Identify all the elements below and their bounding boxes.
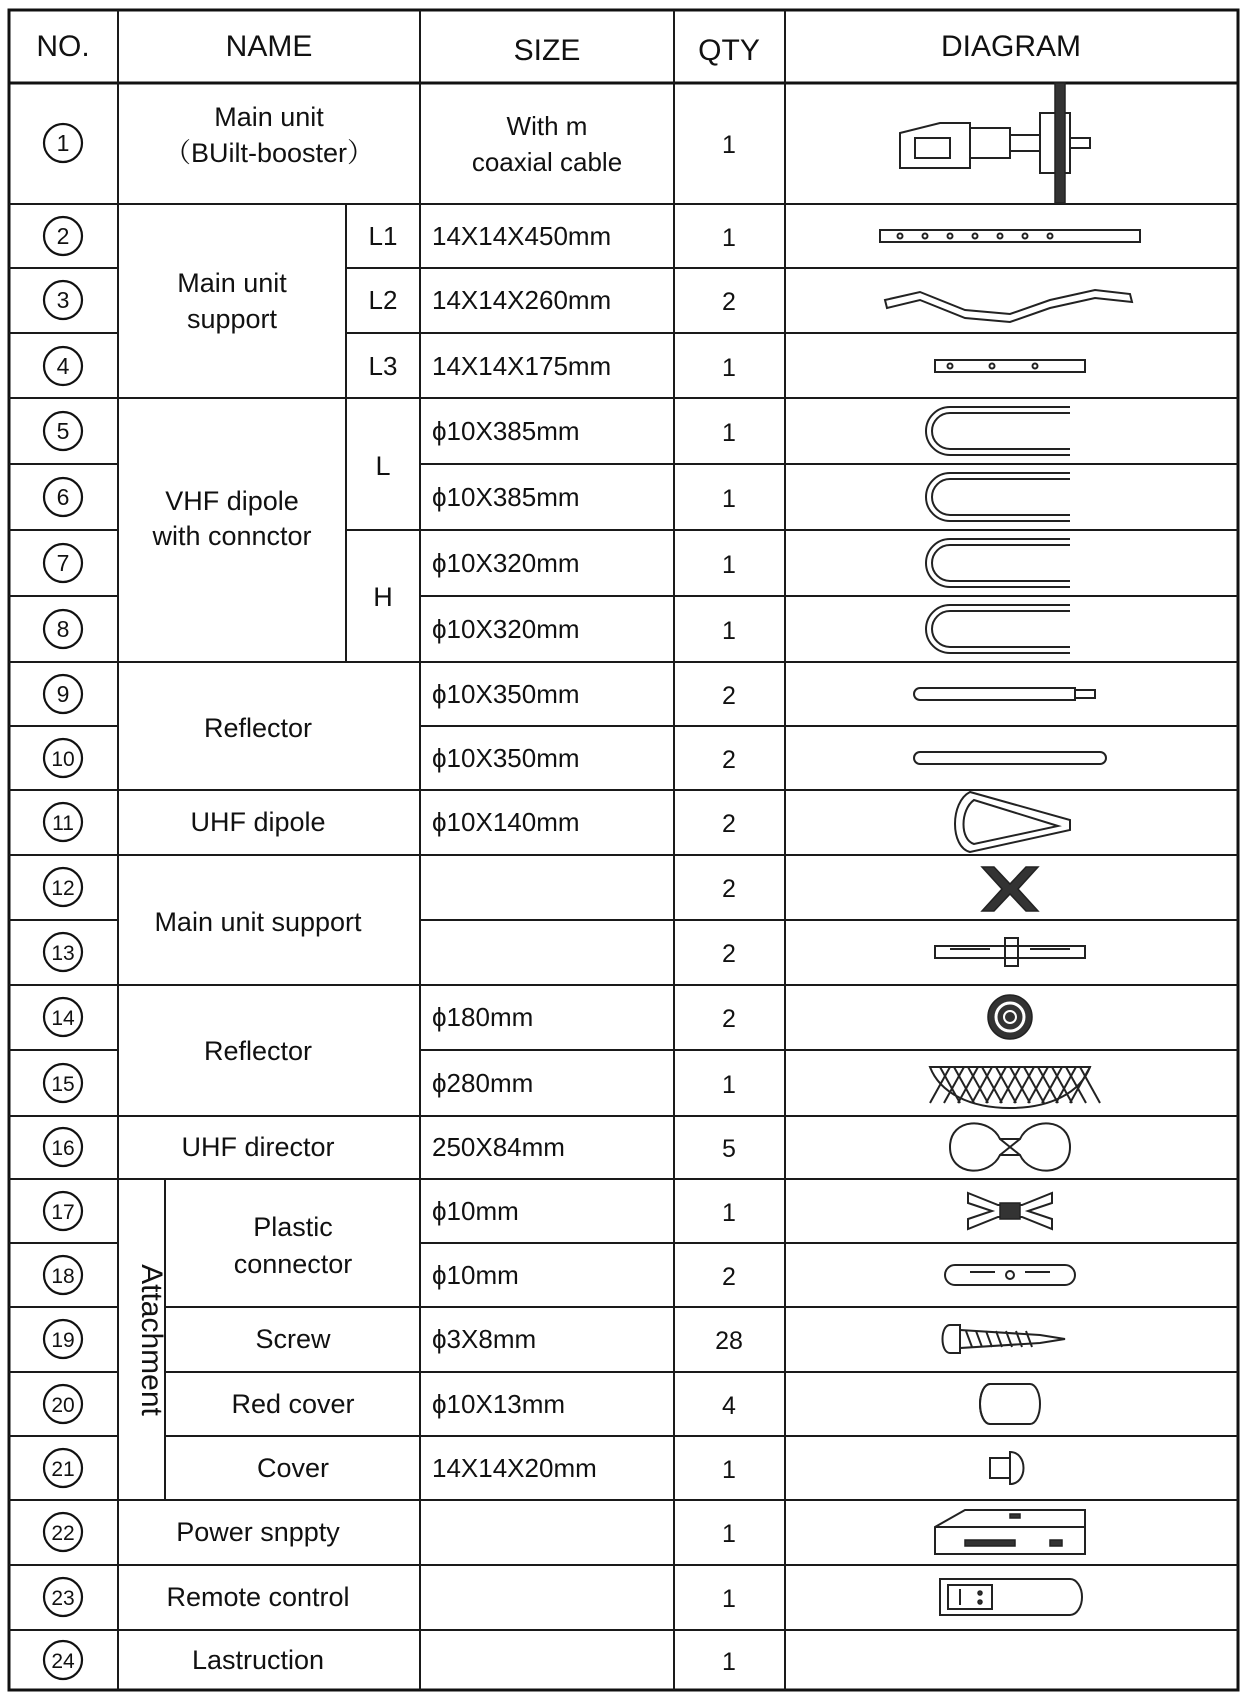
- item-number: 10: [51, 748, 75, 771]
- item-number: 3: [56, 287, 70, 313]
- item-size: 250X84mm: [432, 1132, 565, 1162]
- x-bracket-icon: [982, 867, 1038, 911]
- table-row: [44, 867, 1038, 911]
- item-qty: 4: [722, 1392, 736, 1420]
- item-size: ϕ10X320mm: [432, 614, 580, 644]
- round-reflector-icon: [988, 995, 1032, 1039]
- item-qty: 1: [722, 485, 736, 513]
- triangle-loop-icon: [955, 792, 1070, 852]
- remote-icon: [940, 1579, 1082, 1615]
- table-row: [44, 407, 1070, 455]
- item-qty: 5: [722, 1135, 736, 1163]
- item-number: 2: [56, 223, 70, 249]
- item-number: 9: [56, 681, 70, 707]
- sub-label: L3: [368, 351, 398, 381]
- item-number: 4: [56, 353, 70, 379]
- plastic-connector-line2: connector: [233, 1249, 353, 1279]
- item-qty: 2: [722, 1005, 736, 1033]
- item-number: 5: [56, 418, 70, 444]
- item-qty: 1: [722, 1071, 736, 1099]
- table-row: [44, 739, 1106, 777]
- item-size: ϕ10mm: [432, 1260, 519, 1290]
- item-size: ϕ10X13mm: [432, 1389, 566, 1419]
- table-row: [44, 1578, 1082, 1616]
- table-row: [44, 1064, 1100, 1108]
- item-number: 23: [51, 1587, 75, 1610]
- item-number: 7: [56, 550, 70, 576]
- sub-label: L2: [368, 285, 398, 315]
- vhf-dipole-line2: with connctor: [152, 521, 312, 551]
- item-qty: 1: [722, 1520, 736, 1548]
- item-name: UHF dipole: [190, 807, 326, 837]
- reflector-b-name: Reflector: [203, 1036, 313, 1066]
- item-size: 14X14X175mm: [432, 351, 612, 381]
- item-qty: 2: [722, 288, 736, 316]
- item-qty: 2: [722, 682, 736, 710]
- table-row: [44, 347, 1085, 385]
- item-size: ϕ280mm: [432, 1068, 534, 1098]
- rod-icon: [914, 688, 1095, 700]
- item-number: 18: [51, 1265, 75, 1288]
- item-size: ϕ10X385mm: [432, 482, 580, 512]
- item-size: ϕ10X385mm: [432, 416, 580, 446]
- cap-icon: [980, 1384, 1040, 1424]
- table-row: [44, 1384, 1040, 1424]
- main-unit-name-line2: （BUilt-booster）: [163, 138, 375, 168]
- vhf-sub-h: H: [373, 582, 393, 612]
- main-unit-icon: [900, 83, 1090, 203]
- item-name: Red cover: [231, 1389, 355, 1419]
- flat-connector-icon: [945, 1265, 1075, 1285]
- table-row: [44, 1192, 1052, 1230]
- item-name: Power snppty: [176, 1517, 340, 1547]
- director-icon: [950, 1123, 1070, 1170]
- power-box-icon: [935, 1510, 1085, 1554]
- item-size: ϕ10X320mm: [432, 548, 580, 578]
- item-number: 6: [56, 484, 70, 510]
- item-number: 17: [51, 1201, 75, 1224]
- item-qty: 1: [722, 617, 736, 645]
- item-number: 24: [51, 1650, 75, 1673]
- item-number: 19: [51, 1329, 75, 1352]
- item-name: Cover: [256, 1453, 330, 1483]
- plastic-connector-line1: Plastic: [253, 1212, 333, 1242]
- item-qty: 1: [722, 1585, 736, 1613]
- item-qty: 1: [722, 131, 736, 159]
- item-qty: 1: [722, 1199, 736, 1227]
- item-qty: 2: [722, 810, 736, 838]
- item-number: 15: [51, 1073, 75, 1096]
- main-unit-support-line1: Main unit: [177, 268, 287, 298]
- item-number: 8: [56, 616, 70, 642]
- item-size: ϕ10X350mm: [432, 743, 580, 773]
- item-number: 12: [51, 877, 75, 900]
- screw-icon: [943, 1325, 1066, 1353]
- table-row: [44, 675, 1095, 713]
- item-size: 14X14X260mm: [432, 285, 612, 315]
- reflector-a-name: Reflector: [203, 713, 313, 743]
- item-name: Remote control: [166, 1582, 350, 1612]
- main-unit-support-2-name: Main unit support: [154, 907, 362, 937]
- item-size: 14X14X450mm: [432, 221, 612, 251]
- sub-label: L1: [368, 221, 398, 251]
- table-row: [44, 792, 1070, 852]
- item-name: Lastruction: [191, 1645, 325, 1675]
- item-qty: 2: [722, 746, 736, 774]
- item-qty: 2: [722, 940, 736, 968]
- item-name: Screw: [255, 1324, 331, 1354]
- long-bar-icon: [880, 230, 1140, 242]
- item-qty: 1: [722, 1648, 736, 1676]
- u-dipole-icon: [926, 407, 1070, 455]
- item-number: 20: [51, 1394, 75, 1417]
- table-grid: [9, 10, 1238, 1690]
- table-row: [44, 995, 1032, 1039]
- item-qty: 1: [722, 354, 736, 382]
- item-number: 1: [56, 130, 70, 156]
- header-diagram: DIAGRAM: [940, 30, 1082, 63]
- table-row: [44, 1123, 1070, 1170]
- header-qty: QTY: [698, 34, 760, 67]
- item-size: ϕ10X140mm: [432, 807, 580, 837]
- item-number: 16: [51, 1137, 75, 1160]
- item-qty: 1: [722, 224, 736, 252]
- item-qty: 28: [715, 1327, 743, 1355]
- table-row: [44, 1320, 1065, 1358]
- item-qty: 1: [722, 551, 736, 579]
- item-number: 13: [51, 942, 75, 965]
- cross-bar-icon: [935, 938, 1085, 966]
- item-name: UHF director: [181, 1132, 335, 1162]
- table-row: [44, 605, 1070, 653]
- header-size: SIZE: [513, 34, 581, 67]
- table-row: [44, 1256, 1075, 1294]
- short-bar-icon: [935, 360, 1085, 372]
- item-number: 14: [51, 1007, 75, 1030]
- item-size: ϕ3X8mm: [432, 1324, 537, 1354]
- x-connector-icon: [968, 1193, 1052, 1229]
- table-row: [44, 1510, 1085, 1554]
- vhf-sub-l: L: [375, 451, 391, 481]
- vhf-dipole-line1: VHF dipole: [165, 486, 299, 516]
- item-qty: 1: [722, 419, 736, 447]
- header-no: NO.: [36, 30, 90, 63]
- item-size: 14X14X20mm: [432, 1453, 597, 1483]
- item-size: ϕ10X350mm: [432, 679, 580, 709]
- mesh-reflector-icon: [930, 1067, 1100, 1108]
- header-name: NAME: [225, 30, 313, 63]
- item-number: 22: [51, 1522, 75, 1545]
- group-labels: [135, 102, 393, 1417]
- item-number: 21: [51, 1458, 75, 1481]
- bent-bar-icon: [885, 290, 1132, 322]
- item-size: With m: [506, 111, 588, 141]
- table-row: [44, 933, 1085, 971]
- item-qty: 2: [722, 1263, 736, 1291]
- u-dipole-icon: [926, 473, 1070, 521]
- main-unit-support-line2: support: [186, 304, 278, 334]
- item-size: ϕ180mm: [432, 1002, 534, 1032]
- table-row: [44, 1449, 1024, 1487]
- attachment-label: Attachment: [135, 1264, 168, 1416]
- item-qty: 2: [722, 875, 736, 903]
- item-size: ϕ10mm: [432, 1196, 519, 1226]
- table-row: [44, 217, 1140, 255]
- item-qty: 1: [722, 1456, 736, 1484]
- rod-plain-icon: [914, 752, 1106, 764]
- item-number: 11: [52, 812, 74, 835]
- table-row: [44, 1641, 736, 1679]
- item-size: coaxial cable: [471, 147, 623, 177]
- table-header: [36, 30, 1081, 67]
- u-dipole-icon: [926, 539, 1070, 587]
- u-dipole-icon: [926, 605, 1070, 653]
- main-unit-name-line1: Main unit: [214, 102, 324, 132]
- square-cap-icon: [990, 1452, 1024, 1484]
